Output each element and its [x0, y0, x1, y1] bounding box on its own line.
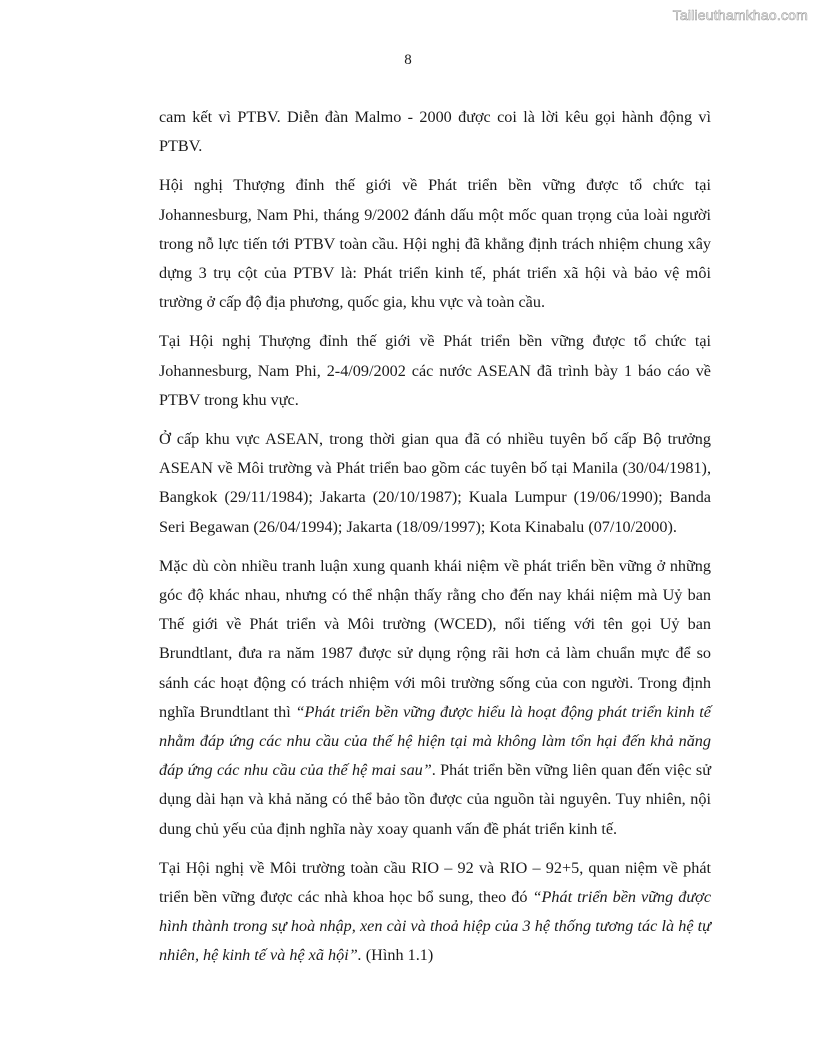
paragraph-brundtland-definition: [159, 552, 711, 844]
paragraph-johannesburg-summit: Hội nghị Thượng đỉnh thế giới về Phát triển bền vững được tổ chức tại Johannesburg, Nam Phi, tháng 9/2002 đánh dấu một mốc quan trọng của loài người trong nỗ lực tiến tới PTBV toàn cầu. Hội nghị đã khẳng định trách nhiệm chung xây dựng 3 trụ cột của PTBV là: Phát triển kinh tế, phát triển xã hội và bảo vệ môi trường ở cấp độ địa phương, quốc gia, khu vực và toàn cầu.: [159, 176, 711, 312]
page-number: 8: [404, 52, 412, 68]
paragraph-rio-definition: [159, 854, 711, 971]
paragraph-text: . Phát triển bền vững liên quan đến việc sử dụng dài hạn và khả năng có thể bảo tồn được của nguồn tài nguyên. Tuy nhiên, nội dung chủ yếu của định nghĩa này xoay quanh vấn đề phát triển kinh tế.: [159, 761, 711, 838]
document-body: [159, 103, 711, 981]
paragraph-text: Tại Hội nghị về Môi trường toàn cầu RIO – 92 và RIO – 92+5, quan niệm về phát triển bền vững được các nhà khoa học bổ sung, theo đó: [159, 858, 711, 907]
rio-quote: “Phát triển bền vững được hình thành trong sự hoà nhập, xen cài và thoả hiệp của 3 hệ thống tương tác là hệ tự nhiên, hệ kinh tế và hệ xã hội”.: [159, 888, 711, 965]
figure-reference: (Hình 1.1): [361, 946, 434, 965]
paragraph-continuation: cam kết vì PTBV. Diễn đàn Malmo - 2000 được coi là lời kêu gọi hành động vì PTBV.: [159, 108, 711, 156]
paragraph-asean-declarations: Ở cấp khu vực ASEAN, trong thời gian qua đã có nhiều tuyên bố cấp Bộ trưởng ASEAN về Môi trường và Phát triển bao gồm các tuyên bố tại Manila (30/04/1981), Bangkok (29/11/1984); Jakarta (20/10/1987); Kuala Lumpur (19/06/1990); Banda Seri Begawan (26/04/1994); Jakarta (18/09/1997); Kota Kinabalu (07/10/2000).: [159, 430, 711, 536]
brundtland-quote: “Phát triển bền vững được hiểu là hoạt động phát triển kinh tế nhằm đáp ứng các nhu cầu của thế hệ hiện tại mà không làm tổn hại đến khả năng đáp ứng các nhu cầu của thế hệ mai sau”: [159, 702, 711, 780]
watermark: Tailieuthamkhao.com: [672, 7, 808, 23]
paragraph-asean-report: Tại Hội nghị Thượng đỉnh thế giới về Phát triển bền vững được tổ chức tại Johannesburg, Nam Phi, 2-4/09/2002 các nước ASEAN đã trình bày 1 báo cáo về PTBV trong khu vực.: [159, 332, 711, 409]
paragraph-text: Mặc dù còn nhiều tranh luận xung quanh khái niệm về phát triển bền vững ở những góc độ khác nhau, nhưng có thể nhận thấy rằng cho đến nay khái niệm mà Uỷ ban Thế giới về Phát triển và Môi trường (WCED), nổi tiếng với tên gọi Uỷ ban Brundtlant, đưa ra năm 1987 được sử dụng rộng rãi hơn cả làm chuẩn mực để so sánh các hoạt động có trách nhiệm với môi trường sống của con người. Trong định nghĩa Brundtlant thì: [159, 556, 711, 721]
